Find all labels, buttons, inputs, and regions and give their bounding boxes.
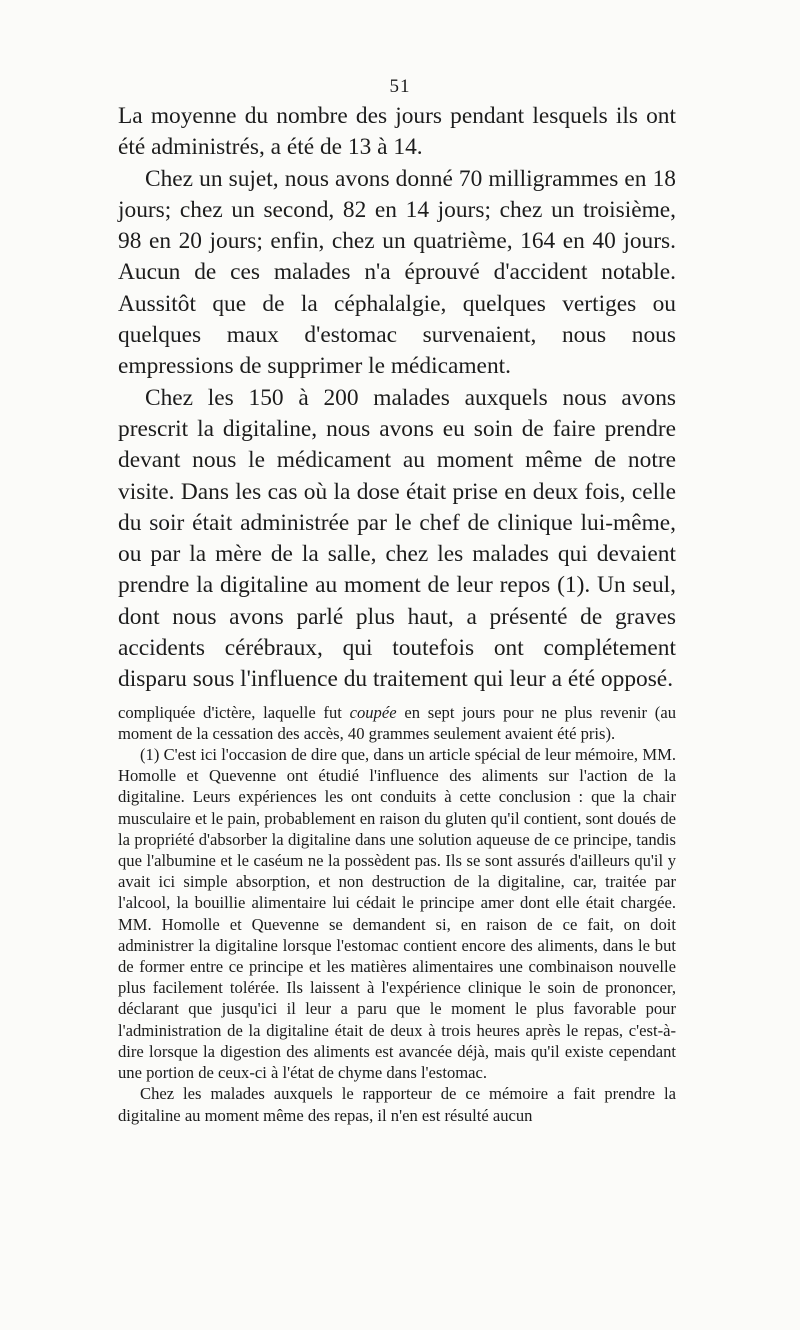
page-number: 51 bbox=[389, 76, 411, 97]
footnote-text: compliquée d'ictère, laquelle fut bbox=[118, 702, 350, 722]
paragraph: Chez un sujet, nous avons donné 70 milligrammes en 18 jours; chez un second, 82 en 14 jours; chez un troisième, 98 en 20 jours; enfin, chez un quatrième, 164 en 40 jours. Aucun de ces malades n'a éprouvé d'accident notable. Aussitôt que de la céphalalgie, quelques vertiges ou quelques maux d'estomac survenaient, nous nous empressions de supprimer le médicament. bbox=[118, 165, 676, 380]
footnotes bbox=[118, 702, 676, 1126]
footnote-1-continued: Chez les malades auxquels le rapporteur de ce mémoire a fait prendre la digitaline au moment même des repas, il n'en est résulté aucun bbox=[118, 1084, 676, 1125]
paragraph: La moyenne du nombre des jours pendant lesquels ils ont été administrés, a été de 13 à 14. bbox=[118, 103, 676, 161]
paragraph: Chez les 150 à 200 malades auxquels nous avons prescrit la digitaline, nous avons eu soin de faire prendre devant nous le médicament au moment même de notre visite. Dans les cas où la dose était prise en deux fois, celle du soir était administrée par le chef de clinique lui-même, ou par la mère de la salle, chez les malades qui devaient prendre la digitaline au moment de leur repos (1). Un seul, dont nous avons parlé plus haut, a présenté de graves accidents cérébraux, qui toutefois ont complétement disparu sous l'influence du traitement qui leur a été opposé. bbox=[118, 384, 676, 693]
footnote-text: en sept jours pour ne plus revenir (au moment de la cessation des accès, 40 grammes seulement avaient été pris). bbox=[118, 702, 676, 743]
italic-word: coupée bbox=[349, 702, 397, 722]
text-column bbox=[118, 101, 676, 1126]
main-text bbox=[118, 101, 676, 696]
footnote-continuation bbox=[118, 702, 676, 744]
footnote-1: (1) C'est ici l'occasion de dire que, dans un article spécial de leur mémoire, MM. Homolle et Quevenne ont étudié l'influence des aliments sur l'action de la digitaline. Leurs expériences les ont conduits à cette conclusion : que la chair musculaire et le pain, probablement en raison du gluten qu'il contient, sont doués de la propriété d'absorber la digitaline dans une solution aqueuse de ce principe, tandis que l'albumine et le caséum ne la possèdent pas. Ils se sont assurés d'ailleurs qu'il y avait ici simple absorption, et non destruction de la digitaline, car, traitée par l'alcool, la bouillie alimentaire lui cédait le principe amer dont elle était chargée. MM. Homolle et Quevenne se demandent si, en raison de ce fait, on doit administrer la digitaline lorsque l'estomac contient encore des aliments, dans le but de former entre ce principe et les matières alimentaires une combinaison nouvelle plus facilement tolérée. Ils laissent à l'expérience clinique le soin de prononcer, déclarant que jusqu'ici il leur a paru que le moment le plus favorable pour l'administration de la digitaline était de deux à trois heures après le repas, c'est-à-dire lorsque la digestion des aliments est avancée déjà, mais qu'il existe cependant une portion de ceux-ci à l'état de chyme dans l'estomac. bbox=[118, 745, 676, 1083]
